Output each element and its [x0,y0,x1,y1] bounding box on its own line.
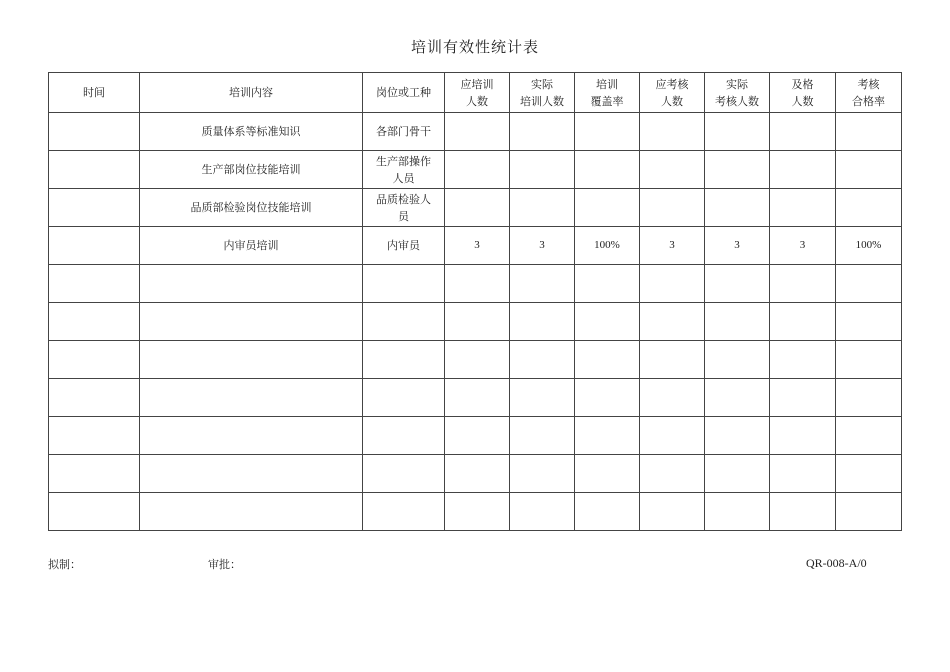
column-header-time [49,73,140,113]
cell-position [363,265,445,303]
table-row [49,151,902,189]
table-header [49,73,902,113]
cell-actual-examinees [705,379,770,417]
cell-passed-count [770,227,836,265]
column-header-actual-examinees [705,73,770,113]
cell-text: 人员 [392,171,415,185]
cell-passed-count [770,303,836,341]
cell-actual-examinees [705,417,770,455]
cell-planned-examinees [640,303,705,341]
cell-pass-rate [836,417,902,455]
header-text: 培训 [596,77,618,91]
cell-time [49,265,140,303]
cell-coverage-rate [575,227,640,265]
table-row [49,265,902,303]
cell-content [140,113,363,151]
table-row [49,379,902,417]
column-header-pass-rate [836,73,902,113]
cell-position [363,303,445,341]
cell-coverage-rate [575,113,640,151]
cell-text: 100% [594,239,620,251]
cell-time [49,227,140,265]
header-text: 人数 [661,94,683,108]
cell-planned-examinees [640,151,705,189]
cell-actual-trainees [510,265,575,303]
header-text: 实际 [726,77,748,91]
column-header-planned-examinees [640,73,705,113]
cell-coverage-rate [575,189,640,227]
cell-time [49,417,140,455]
cell-content [140,189,363,227]
cell-planned-examinees [640,417,705,455]
cell-text: 3 [539,239,545,251]
cell-time [49,379,140,417]
cell-text: 员 [398,209,409,223]
cell-text: 生产部岗位技能培训 [201,163,301,176]
cell-pass-rate [836,493,902,531]
cell-planned-trainees [445,151,510,189]
cell-passed-count [770,417,836,455]
cell-actual-trainees [510,417,575,455]
cell-position [363,227,445,265]
cell-coverage-rate [575,303,640,341]
cell-position [363,455,445,493]
cell-planned-trainees [445,113,510,151]
cell-position [363,189,445,227]
cell-actual-trainees [510,341,575,379]
column-header-actual-trainees [510,73,575,113]
cell-position [363,341,445,379]
cell-content [140,455,363,493]
cell-content [140,493,363,531]
table-row [49,493,902,531]
cell-pass-rate [836,189,902,227]
cell-planned-trainees [445,493,510,531]
table-row [49,189,902,227]
cell-coverage-rate [575,493,640,531]
cell-content [140,303,363,341]
cell-passed-count [770,113,836,151]
cell-pass-rate [836,341,902,379]
cell-text: 品质部检验岗位技能培训 [190,201,312,214]
cell-time [49,189,140,227]
header-text: 人数 [791,94,814,108]
table-row [49,303,902,341]
cell-pass-rate [836,227,902,265]
cell-pass-rate [836,303,902,341]
cell-actual-examinees [705,151,770,189]
cell-passed-count [770,151,836,189]
cell-planned-examinees [640,493,705,531]
cell-actual-examinees [705,113,770,151]
cell-pass-rate [836,151,902,189]
header-text: 考核 [857,77,880,91]
cell-passed-count [770,265,836,303]
header-text: 培训内容 [229,86,273,99]
header-text: 考核人数 [715,94,759,108]
cell-text: 100% [855,239,882,251]
cell-actual-examinees [705,493,770,531]
cell-position [363,417,445,455]
table-row [49,417,902,455]
table-row [49,113,902,151]
table-body [49,113,902,531]
cell-planned-examinees [640,341,705,379]
column-header-planned-trainees [445,73,510,113]
cell-content [140,417,363,455]
cell-planned-examinees [640,379,705,417]
cell-pass-rate [836,265,902,303]
cell-text: 3 [734,239,740,251]
header-text: 合格率 [852,94,885,108]
cell-coverage-rate [575,417,640,455]
table-row [49,227,902,265]
cell-time [49,493,140,531]
cell-planned-trainees [445,341,510,379]
cell-passed-count [770,189,836,227]
cell-planned-examinees [640,455,705,493]
header-row [49,73,902,113]
cell-planned-trainees [445,417,510,455]
cell-content [140,341,363,379]
cell-passed-count [770,455,836,493]
cell-time [49,303,140,341]
header-text: 实际 [531,77,553,91]
drafted-by-label: 拟制： [48,558,81,571]
cell-text: 内审员 [387,239,420,252]
header-text: 岗位或工种 [376,86,431,99]
cell-position [363,151,445,189]
column-header-coverage-rate [575,73,640,113]
cell-coverage-rate [575,341,640,379]
cell-coverage-rate [575,151,640,189]
cell-actual-examinees [705,341,770,379]
cell-pass-rate [836,113,902,151]
cell-planned-trainees [445,303,510,341]
cell-content [140,265,363,303]
cell-text: 3 [669,239,675,251]
cell-position [363,493,445,531]
cell-passed-count [770,493,836,531]
cell-actual-trainees [510,113,575,151]
training-effectiveness-table [48,72,902,531]
cell-content [140,151,363,189]
cell-content [140,379,363,417]
header-text: 培训人数 [520,94,564,108]
approved-by-label: 审批： [208,558,241,571]
column-header-passed-count [770,73,836,113]
cell-actual-trainees [510,303,575,341]
cell-actual-trainees [510,493,575,531]
cell-actual-trainees [510,151,575,189]
cell-planned-trainees [445,379,510,417]
cell-planned-examinees [640,227,705,265]
cell-passed-count [770,379,836,417]
cell-actual-examinees [705,455,770,493]
column-header-content [140,73,363,113]
cell-actual-examinees [705,227,770,265]
cell-planned-examinees [640,113,705,151]
cell-planned-trainees [445,189,510,227]
cell-time [49,151,140,189]
cell-text: 品质检验人 [376,192,431,206]
cell-time [49,113,140,151]
column-header-position [363,73,445,113]
cell-planned-trainees [445,265,510,303]
header-text: 应培训 [460,77,494,91]
cell-coverage-rate [575,379,640,417]
cell-pass-rate [836,455,902,493]
document-code: QR-008-A/0 [806,556,867,570]
cell-planned-trainees [445,455,510,493]
cell-text: 3 [474,239,480,251]
cell-actual-trainees [510,455,575,493]
cell-actual-examinees [705,189,770,227]
cell-actual-trainees [510,379,575,417]
cell-actual-examinees [705,303,770,341]
cell-text: 各部门骨干 [376,125,431,138]
header-text: 时间 [83,86,105,99]
cell-coverage-rate [575,455,640,493]
page-title: 培训有效性统计表 [410,38,539,56]
cell-passed-count [770,341,836,379]
cell-planned-examinees [640,265,705,303]
cell-text: 生产部操作 [376,154,431,168]
cell-time [49,455,140,493]
cell-time [49,341,140,379]
table-row [49,341,902,379]
cell-text: 内审员培训 [223,239,279,252]
header-text: 应考核 [655,77,689,91]
cell-planned-trainees [445,227,510,265]
cell-planned-examinees [640,189,705,227]
cell-actual-trainees [510,189,575,227]
table-row [49,455,902,493]
cell-actual-examinees [705,265,770,303]
cell-actual-trainees [510,227,575,265]
cell-coverage-rate [575,265,640,303]
cell-pass-rate [836,379,902,417]
cell-position [363,379,445,417]
header-text: 及格 [791,77,814,91]
cell-position [363,113,445,151]
cell-text: 质量体系等标准知识 [201,125,301,138]
cell-text: 3 [799,239,806,251]
cell-content [140,227,363,265]
header-text: 人数 [466,94,488,108]
header-text: 覆盖率 [590,94,624,108]
